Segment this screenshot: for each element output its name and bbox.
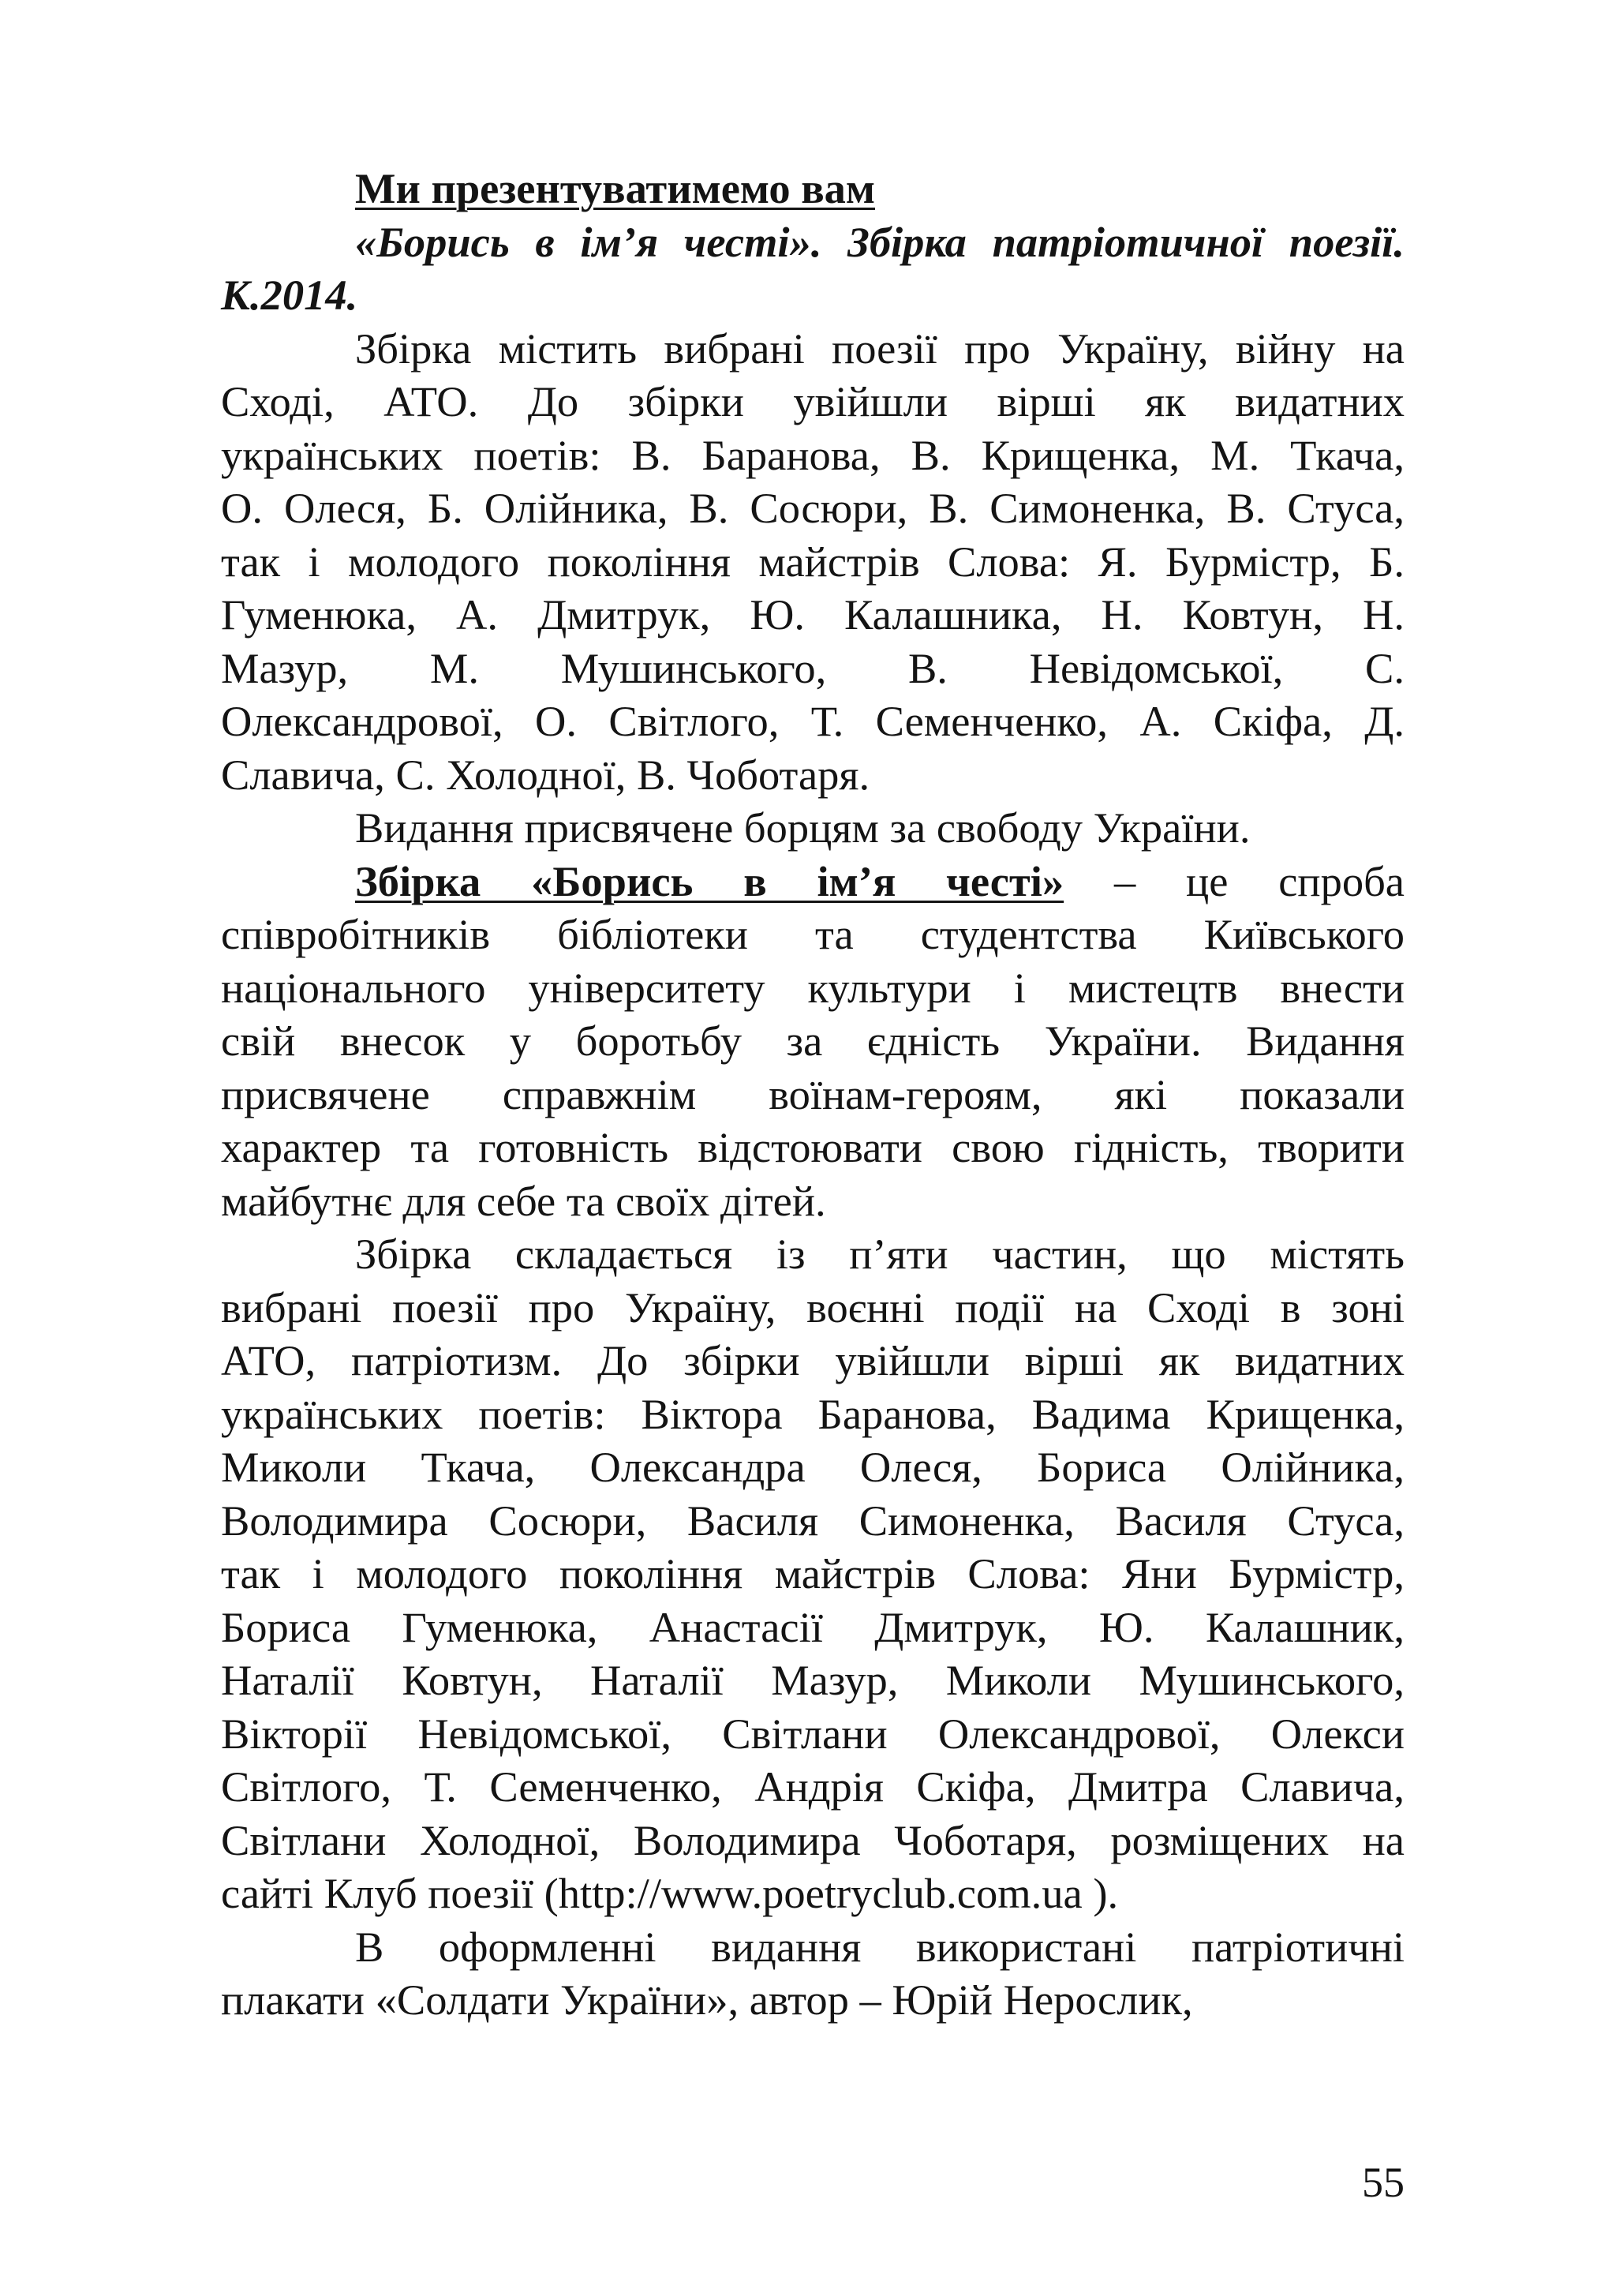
- paragraph-1-line: українських поетів: В. Баранова, В. Крищенка, М. Ткача,: [221, 430, 1405, 479]
- paragraph-4-line: українських поетів: Віктора Баранова, Вадима Крищенка,: [221, 1389, 1405, 1438]
- paragraph-1-line: Збірка містить вибрані поезії про Україну, війну на: [355, 324, 1405, 373]
- book-title-line-1: «Борись в ім’я честі». Збірка патріотичної поезії.: [355, 217, 1405, 266]
- paragraph-1-line: Гуменюка, А. Дмитрук, Ю. Калашника, Н. Ковтун, Н.: [221, 590, 1405, 639]
- collection-title-emphasis: Збірка «Борись в ім’я честі»: [355, 856, 1064, 905]
- paragraph-4-line: вибрані поезії про Україну, воєнні події на Сході в зоні: [221, 1283, 1405, 1332]
- paragraph-4-line: АТО, патріотизм. До збірки увійшли вірші як видатних: [221, 1336, 1405, 1384]
- paragraph-4-line: Світлого, Т. Семенченко, Андрія Скіфа, Дмитра Славича,: [221, 1762, 1405, 1811]
- paragraph-4-line: Бориса Гуменюка, Анастасії Дмитрук, Ю. Калашник,: [221, 1602, 1405, 1651]
- paragraph-3-line: майбутнє для себе та своїх дітей.: [221, 1176, 826, 1225]
- paragraph-1-line: Мазур, М. Мушинського, В. Невідомської, С.: [221, 643, 1405, 692]
- section-heading: Ми презентуватимемо вам: [355, 164, 876, 212]
- paragraph-4-line: Вікторії Невідомської, Світлани Олександрової, Олекси: [221, 1709, 1405, 1758]
- paragraph-1-line: Славича, С. Холодної, В. Чоботаря.: [221, 750, 870, 799]
- paragraph-3-line: характер та готовність відстоювати свою гідність, творити: [221, 1123, 1405, 1171]
- paragraph-5-line: плакати «Солдати України», автор – Юрій Нерослик,: [221, 1976, 1193, 2024]
- paragraph-3-line: присвячене справжнім воїнам-героям, які показали: [221, 1069, 1405, 1118]
- paragraph-3-line: національного університету культури і мистецтв внести: [221, 963, 1405, 1012]
- paragraph-1-line: так і молодого покоління майстрів Слова: Я. Бурмістр, Б.: [221, 537, 1405, 586]
- page-content: [221, 162, 1405, 2027]
- paragraph-4-line: Володимира Сосюри, Василя Симоненка, Василя Стуса,: [221, 1496, 1405, 1545]
- page-number: 55: [1362, 2159, 1405, 2206]
- paragraph-4-line: так і молодого покоління майстрів Слова: Яни Бурмістр,: [221, 1549, 1405, 1597]
- paragraph-4-line: Миколи Ткача, Олександра Олеся, Бориса Олійника,: [221, 1443, 1405, 1491]
- paragraph-5-line: В оформленні видання використані патріотичні: [355, 1922, 1405, 1971]
- paragraph-4-line: Світлани Холодної, Володимира Чоботаря, розміщених на: [221, 1815, 1405, 1864]
- paragraph-1-line: Сході, АТО. До збірки увійшли вірші як видатних: [221, 377, 1405, 425]
- paragraph-3-first-line: [221, 855, 1405, 908]
- paragraph-4-line: Збірка складається із п’яти частин, що містять: [355, 1230, 1405, 1278]
- paragraph-3-first-line-rest: – це спроба: [1064, 856, 1405, 905]
- paragraph-3-line: свій внесок у боротьбу за єдність України. Видання: [221, 1017, 1405, 1065]
- paragraph-1-line: Олександрової, О. Світлого, Т. Семенченко, А. Скіфа, Д.: [221, 697, 1405, 745]
- paragraph-3-line: співробітників бібліотеки та студентства Київського: [221, 910, 1405, 958]
- paragraph-4-line: сайті Клуб поезії (http://www.poetryclub.com.ua ).: [221, 1869, 1119, 1917]
- paragraph-2-line: Видання присвячене борцям за свободу України.: [355, 803, 1251, 852]
- book-title-line-2: К.2014.: [221, 271, 358, 319]
- paragraph-4-line: Наталії Ковтун, Наталії Мазур, Миколи Мушинського,: [221, 1656, 1405, 1704]
- paragraph-1-line: О. Олеся, Б. Олійника, В. Сосюри, В. Симоненка, В. Стуса,: [221, 484, 1405, 532]
